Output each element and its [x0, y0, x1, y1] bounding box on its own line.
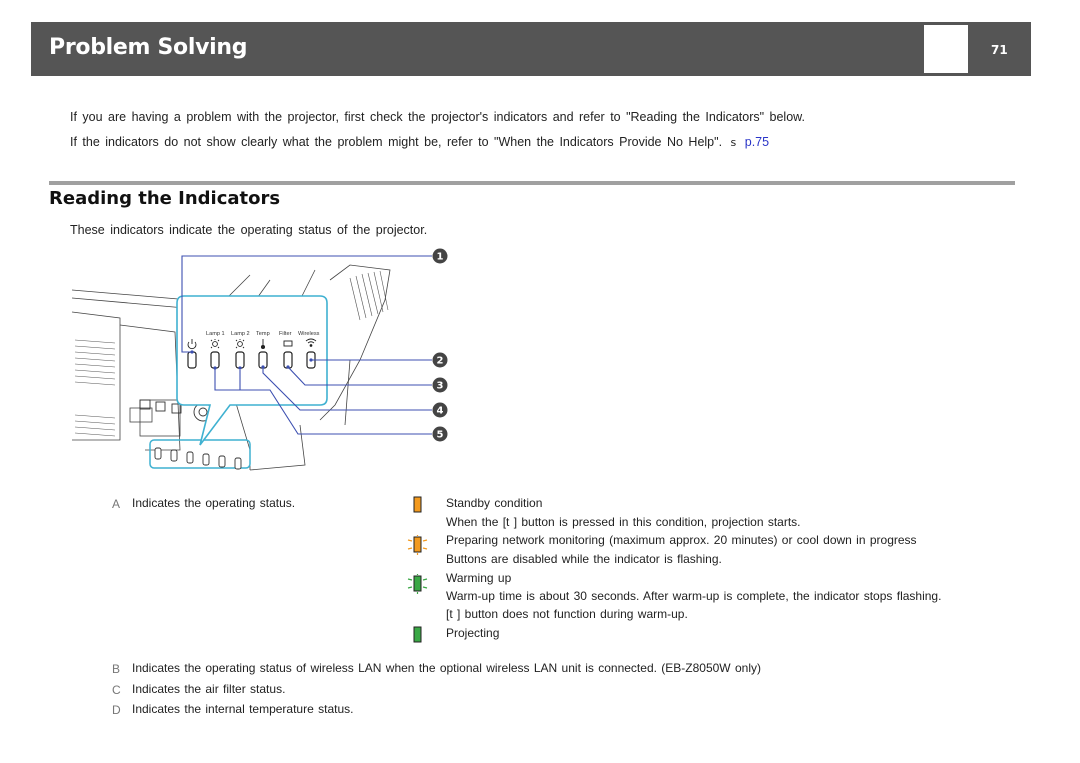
- item-mark-d: D: [112, 703, 121, 717]
- state-warming-note: [t ] button does not function during warm-up.: [446, 607, 688, 621]
- page-header: [31, 22, 1031, 76]
- arrow-icon: s: [730, 136, 737, 149]
- section-divider: [49, 181, 1015, 185]
- item-text-b: Indicates the operating status of wireless LAN when the optional wireless LAN unit is connected. (EB-Z8050W only): [132, 661, 761, 675]
- label-lamp2: Lamp 2: [231, 331, 250, 337]
- item-text-a: Indicates the operating status.: [132, 496, 296, 510]
- item-text-d: Indicates the internal temperature status.: [132, 702, 354, 716]
- callout-2: 2: [436, 355, 444, 367]
- item-mark-a: A: [112, 497, 121, 511]
- state-preparing-title: Preparing network monitoring (maximum approx. 20 minutes) or cool down in progress: [446, 533, 917, 547]
- intro-line-1: If you are having a problem with the projector, first check the projector's indicators and refer to "Reading the Indicators" below.: [70, 110, 805, 124]
- callout-5: 5: [436, 429, 444, 441]
- state-warming-title: Warming up: [446, 571, 512, 585]
- page-title: Problem Solving: [49, 35, 248, 60]
- callout-3: 3: [436, 380, 444, 392]
- state-standby-desc: When the [t ] button is pressed in this condition, projection starts.: [446, 515, 801, 529]
- page-number: 71: [991, 43, 1008, 57]
- label-filter: Filter: [279, 331, 292, 337]
- callout-1: 1: [436, 251, 444, 263]
- page-reference-link[interactable]: p.75: [744, 135, 770, 149]
- intro-line-2: [70, 135, 769, 149]
- section-title: Reading the Indicators: [49, 188, 281, 209]
- header-tab-box: [924, 25, 968, 73]
- callout-4: 4: [436, 405, 444, 417]
- green-lit-icon: [406, 625, 428, 645]
- label-lamp1: Lamp 1: [206, 331, 225, 337]
- label-temp: Temp: [256, 331, 270, 337]
- item-text-c: Indicates the air filter status.: [132, 682, 286, 696]
- state-preparing-desc: Buttons are disabled while the indicator is flashing.: [446, 552, 722, 566]
- item-mark-b: B: [112, 662, 121, 676]
- label-wireless: Wireless: [298, 331, 320, 337]
- state-projecting-title: Projecting: [446, 626, 500, 640]
- state-warming-desc: Warm-up time is about 30 seconds. After warm-up is complete, the indicator stops flashing.: [446, 589, 942, 603]
- section-description: These indicators indicate the operating status of the projector.: [70, 223, 428, 237]
- projector-indicator-illustration: [60, 240, 460, 480]
- orange-lit-icon: [406, 495, 428, 515]
- orange-flashing-icon: [406, 535, 428, 555]
- intro-line-2-text: If the indicators do not show clearly what the problem might be, refer to "When the Indicators Provide No Help".: [70, 135, 723, 149]
- item-mark-c: C: [112, 683, 121, 697]
- green-flashing-icon: [406, 574, 428, 594]
- state-standby-title: Standby condition: [446, 496, 543, 510]
